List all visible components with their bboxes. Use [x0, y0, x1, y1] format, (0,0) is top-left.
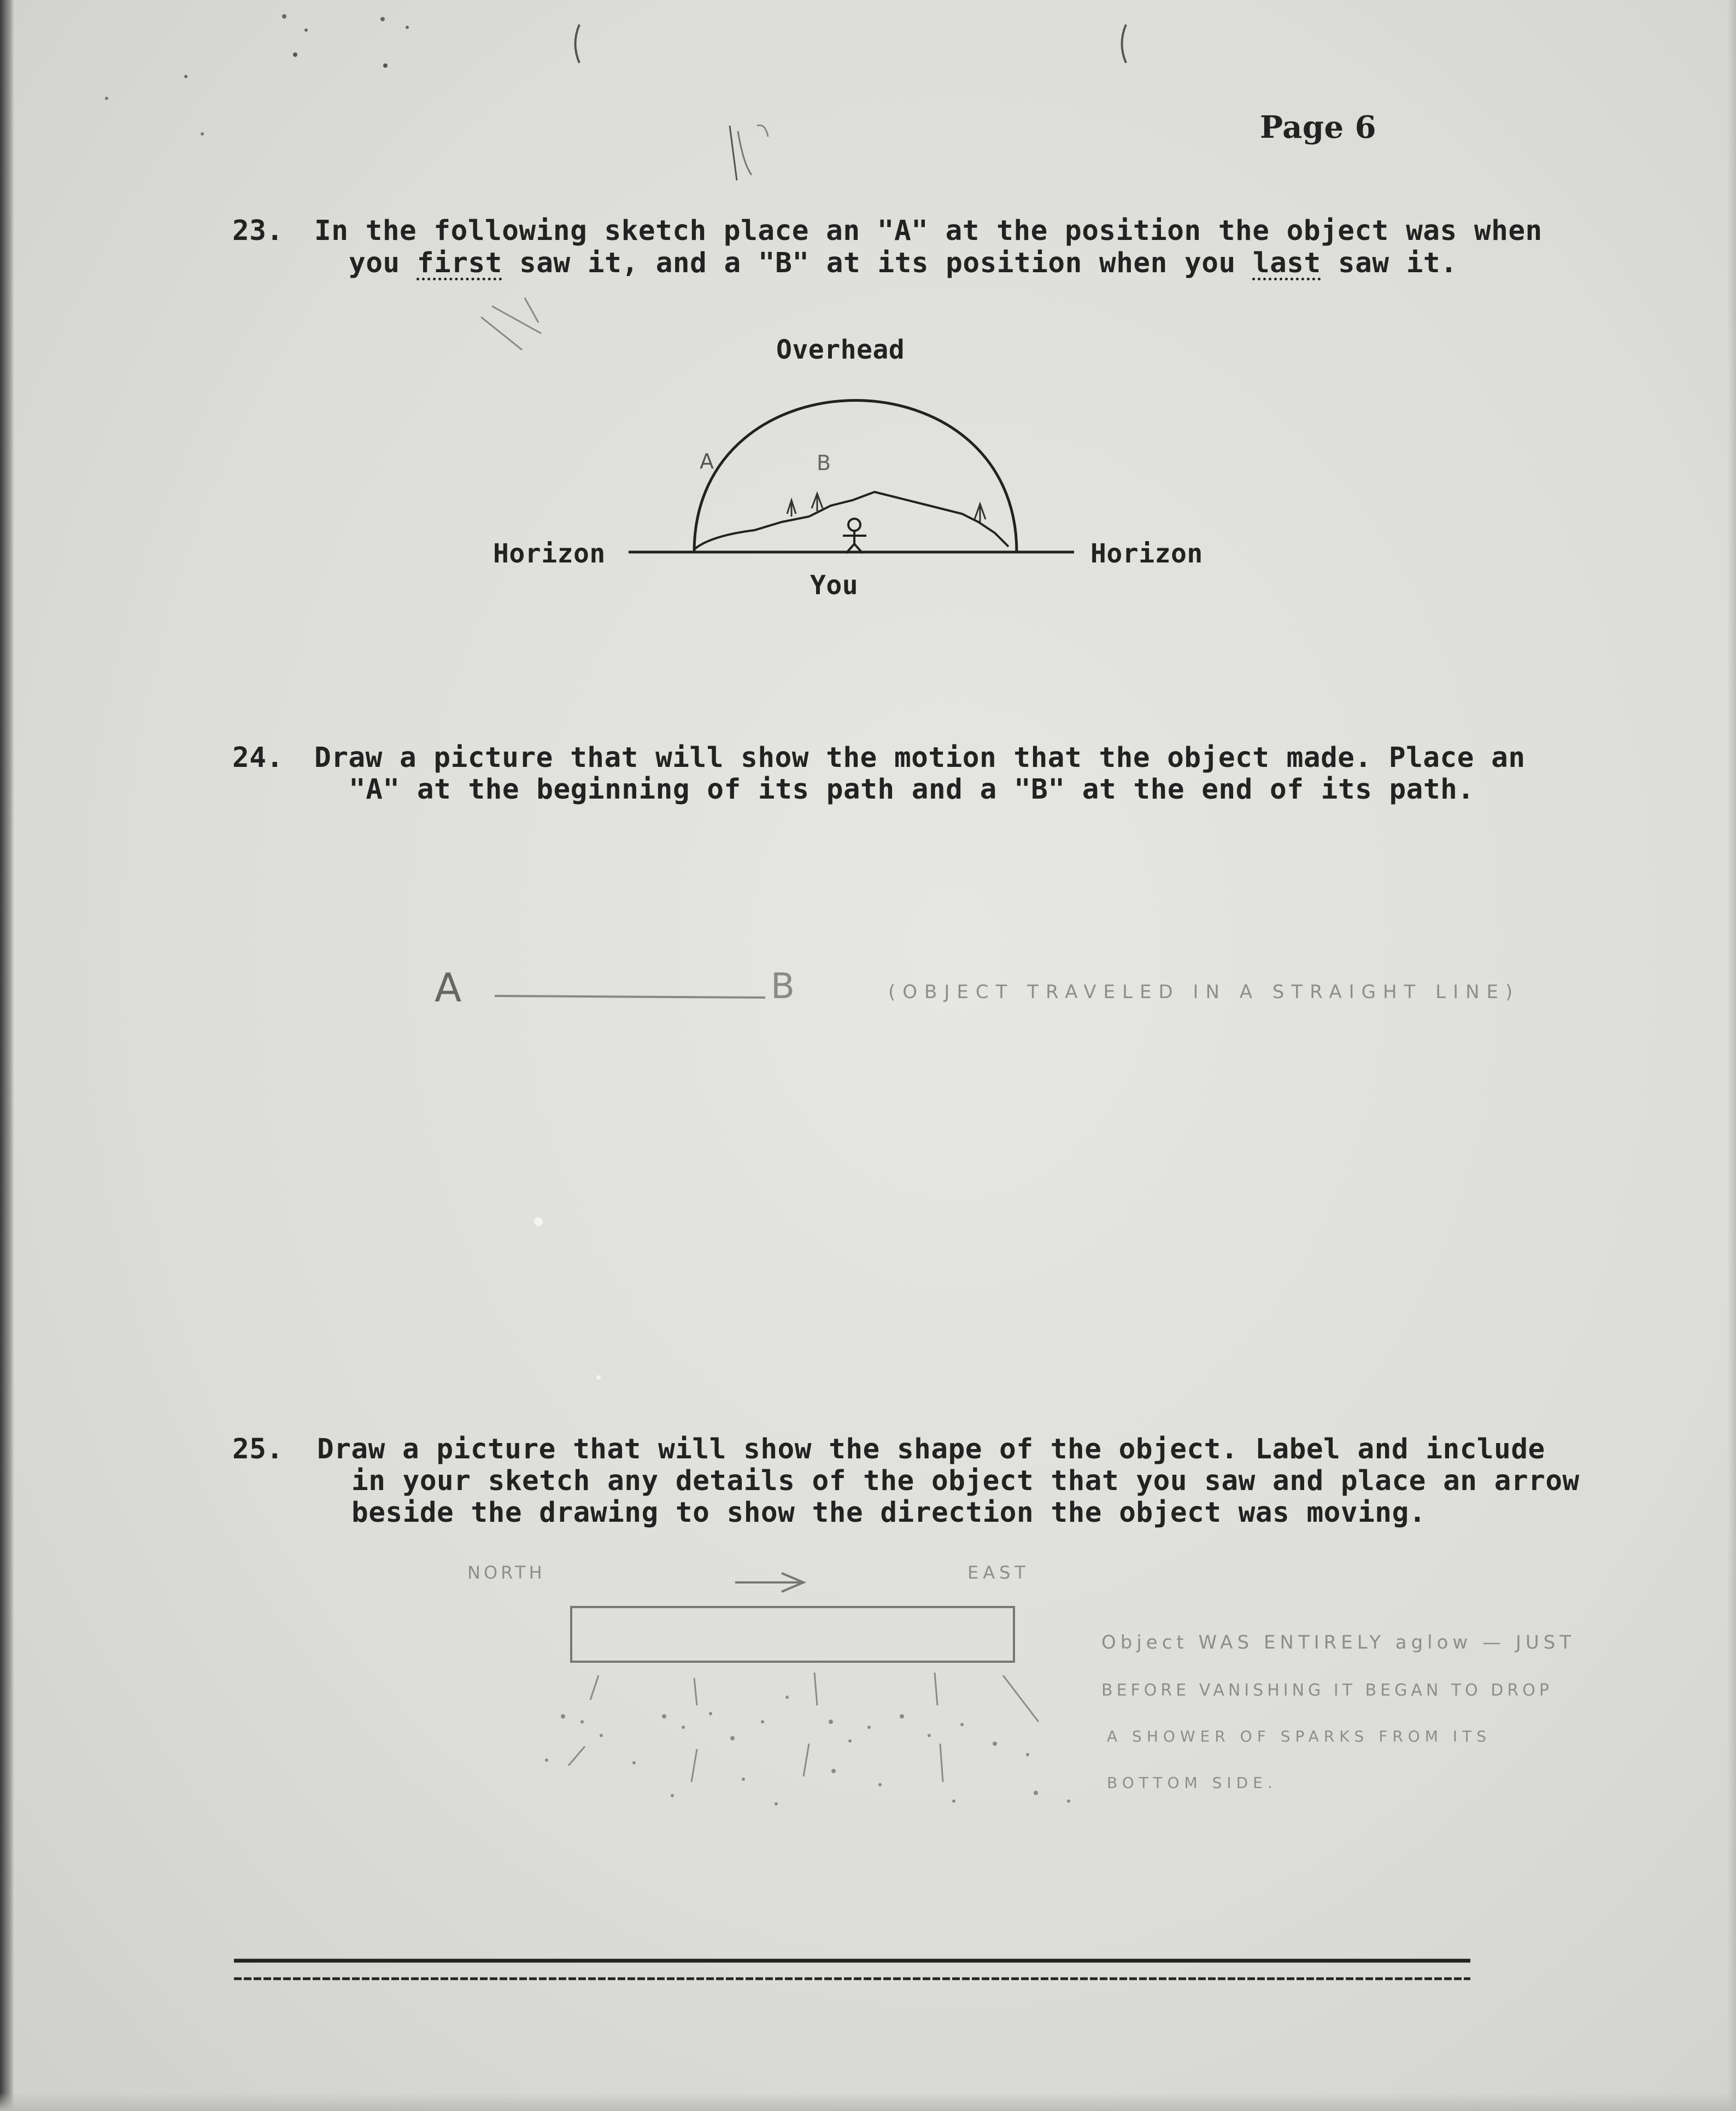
q24-line2: "A" at the beginning of its path and a "B" at the end of its path. [349, 773, 1475, 806]
q24-line1: Draw a picture that will show the motion that the object made. Place an [314, 742, 1526, 774]
q25-line1: Draw a picture that will show the shape of the object. Label and include [317, 1433, 1545, 1465]
path-point-b: B [771, 966, 795, 1007]
sketch-horizon-left-label: Horizon [493, 538, 606, 569]
sketch-mark-b: B [817, 451, 837, 475]
q25-note-line2: BEFORE VANISHING IT BEGAN TO DROP [1101, 1681, 1553, 1700]
sketch-horizon-right-label: Horizon [1090, 538, 1203, 569]
q23-line2-mid: saw it, and a "B" at its position when you [502, 247, 1253, 279]
q25-note-line1: Object WAS ENTIRELY aglow — JUST [1101, 1632, 1576, 1653]
sketch-overhead-label: Overhead [776, 335, 905, 365]
q24-handwritten-note: (OBJECT TRAVELED IN A STRAIGHT LINE) [888, 981, 1520, 1003]
page-number: Page 6 [1260, 109, 1377, 145]
direction-label-north: NORTH [467, 1562, 546, 1583]
q25-note-line3: A SHOWER OF SPARKS FROM ITS [1107, 1727, 1492, 1745]
q23-number: 23. [232, 215, 284, 247]
q24-number: 24. [232, 742, 284, 774]
q25-note-line4: BOTTOM SIDE. [1107, 1774, 1277, 1792]
q23-line2-pre: you [349, 247, 417, 279]
q23-first-word: first [417, 247, 502, 279]
q23-line2-post: saw it. [1321, 247, 1458, 279]
sketch-you-label: You [810, 570, 859, 601]
direction-label-east: EAST [967, 1562, 1030, 1583]
q23-last-word: last [1252, 247, 1321, 279]
sketch-mark-a: A [700, 449, 719, 473]
q23-line1: In the following sketch place an "A" at the position the object was when [314, 215, 1543, 247]
q25-line2: in your sketch any details of the object that you saw and place an arrow [351, 1465, 1580, 1497]
path-point-a: A [435, 965, 462, 1011]
q25-number: 25. [232, 1433, 284, 1465]
q25-line3: beside the drawing to show the direction the object was moving. [351, 1497, 1426, 1529]
